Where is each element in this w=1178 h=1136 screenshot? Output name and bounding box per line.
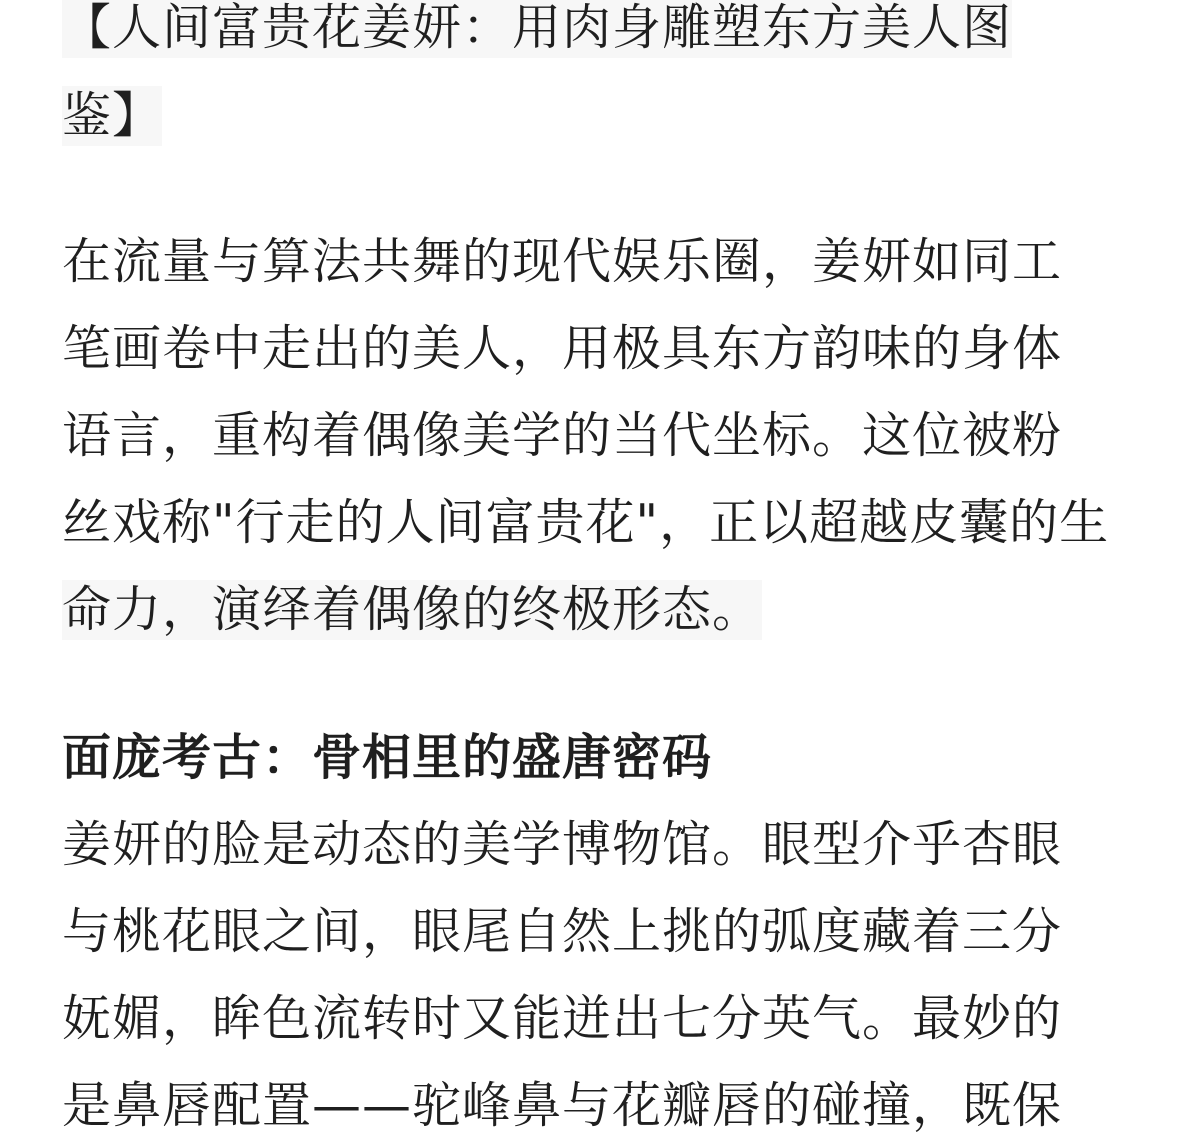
article-title-line-2: 鉴】 (62, 87, 163, 144)
intro-paragraph-line-4: 丝戏称"行走的人间富贵花"，正以超越皮囊的生 (62, 494, 1110, 551)
intro-paragraph-line-2: 笔画卷中走出的美人，用极具东方韵味的身体 (62, 320, 1063, 377)
article-title-line-1: 【人间富贵花姜妍：用肉身雕塑东方美人图 (62, 0, 1013, 56)
section-paragraph-line-4: 是鼻唇配置——驼峰鼻与花瓣唇的碰撞，既保 (62, 1077, 1063, 1134)
section-paragraph-line-3: 妩媚，眸色流转时又能迸出七分英气。最妙的 (62, 990, 1063, 1047)
section-paragraph-line-2: 与桃花眼之间，眼尾自然上挑的弧度藏着三分 (62, 903, 1063, 960)
section-heading: 面庞考古：骨相里的盛唐密码 (62, 729, 713, 786)
intro-paragraph-line-1: 在流量与算法共舞的现代娱乐圈，姜妍如同工 (62, 233, 1063, 290)
intro-paragraph-line-3: 语言，重构着偶像美学的当代坐标。这位被粉 (62, 407, 1063, 464)
section-paragraph-line-1: 姜妍的脸是动态的美学博物馆。眼型介乎杏眼 (62, 816, 1063, 873)
intro-paragraph-line-5: 命力，演绎着偶像的终极形态。 (62, 581, 763, 638)
